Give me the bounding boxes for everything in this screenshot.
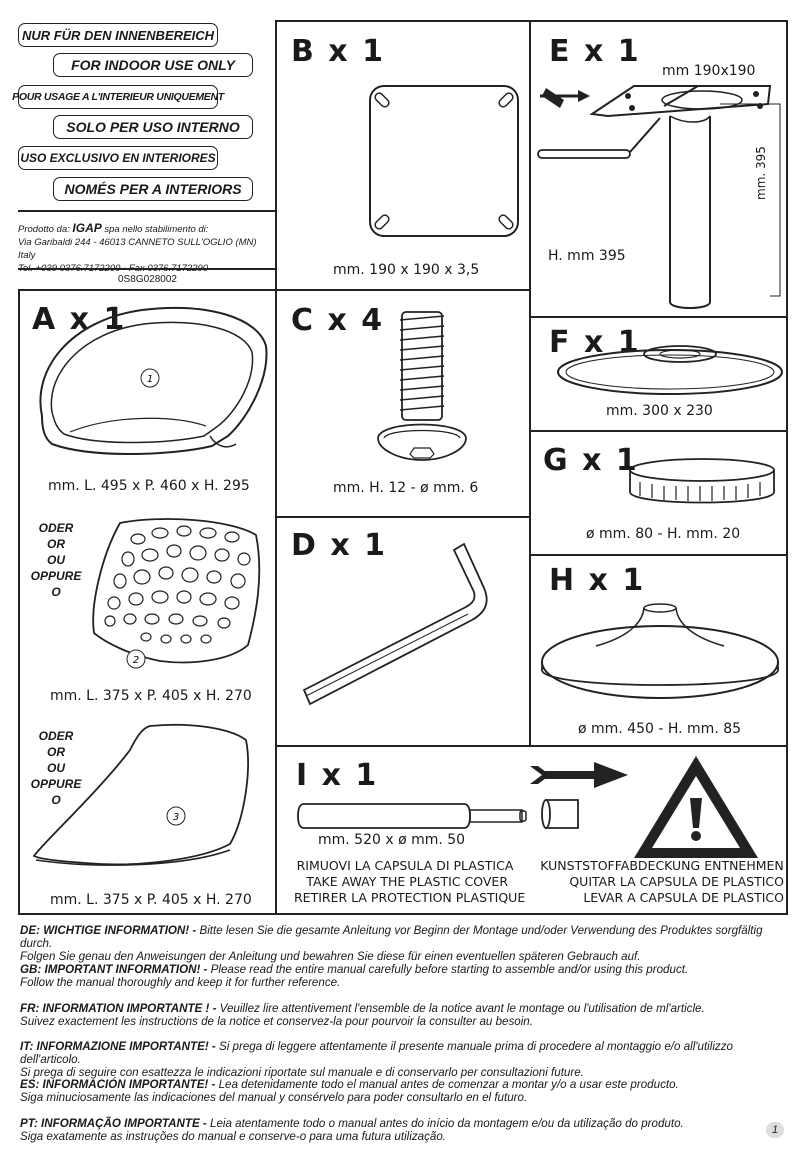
info-gb: GB: IMPORTANT INFORMATION! - Please read the entire manual carefully before starting to assemble and/or using this product. Follow the manual thoroughly and keep it for further reference. <box>20 963 689 989</box>
foot-cap-icon <box>624 456 784 516</box>
producer-line: Prodotto da: IGAP spa nello stabilimento di: <box>18 221 209 235</box>
info-fr: FR: INFORMATION IMPORTANTE ! - Veuillez lire attentivement l'ensemble de la notice avant le montage ou l'utilisation de ml'article. Suivez exactement les instructions de la notice et conservez-la pour pourvoir la consulter au besoin. <box>20 1002 705 1028</box>
divider-b-e <box>529 20 531 746</box>
indoor-pill-de: NUR FÜR DEN INNENBEREICH <box>18 23 218 47</box>
indoor-pill-ca: NOMÉS PER A INTERIORS <box>53 177 253 201</box>
part-a-label: A x 1 <box>32 302 127 337</box>
part-a-dim-3: mm. L. 375 x P. 405 x H. 270 <box>50 892 252 908</box>
divider-g-h <box>529 554 788 556</box>
producer-top-rule <box>18 210 275 212</box>
part-i-label: I x 1 <box>296 758 379 793</box>
seat-post-icon <box>534 80 784 312</box>
indoor-pill-it: SOLO PER USO INTERNO <box>53 115 253 139</box>
part-i-dim: mm. 520 x ø mm. 50 <box>318 832 466 848</box>
info-pt: PT: INFORMAÇÃO IMPORTANTE - Leia atentamente todo o manual antes do início da montagem e/ou da utilização do produto. Siga exatamente as instruções do manual e conserve-o para uma futura utilização. <box>20 1117 684 1143</box>
perforated-seat-icon <box>80 515 266 675</box>
plastic-cap-icon <box>538 796 586 832</box>
solid-seat-icon <box>30 720 270 870</box>
warning-text-right: KUNSTSTOFFABDECKUNG ENTNEHMEN QUITAR LA CAPSULA DE PLASTICO LEVAR A CAPSULA DE PLASTICO <box>540 858 784 905</box>
divider-f-g <box>529 430 788 432</box>
warning-triangle-icon <box>630 752 762 862</box>
part-h-label: H x 1 <box>549 563 646 598</box>
part-d-label: D x 1 <box>291 528 388 563</box>
info-es: ES: INFORMACIÓN IMPORTANTE! - Lea detenidamente todo el manual antes de comenzar a montar y/o a usar este producto. Siga minuciosamente las indicaciones del manual y consérvelo para poder consultarlo en el futuro. <box>20 1078 679 1104</box>
divider-h-i <box>275 745 788 747</box>
gas-lift-icon <box>298 798 530 834</box>
arrow-right-icon <box>528 760 630 790</box>
indoor-pill-fr: POUR USAGE A L'INTERIEUR UNIQUEMENT <box>18 85 218 109</box>
producer-address: Via Garibaldi 244 - 46013 CANNETO SULL'OGLIO (MN) Italy <box>18 237 257 261</box>
part-b-dim: mm. 190 x 190 x 3,5 <box>333 262 480 278</box>
seat-shell-icon <box>30 298 270 470</box>
indoor-pill-es: USO EXCLUSIVO EN INTERIORES <box>18 146 218 170</box>
divider-c-d <box>275 516 531 518</box>
part-c-dim: mm. H. 12 - ø mm. 6 <box>333 480 479 496</box>
part-f-label: F x 1 <box>549 325 641 360</box>
part-e-top-dim: mm 190x190 <box>662 63 756 79</box>
allen-key-icon <box>294 540 500 708</box>
part-e-label: E x 1 <box>549 34 641 69</box>
part-h-dim: ø mm. 450 - H. mm. 85 <box>578 721 742 737</box>
part-g-label: G x 1 <box>543 443 639 478</box>
divider-b-c <box>275 289 531 291</box>
part-a-dim-1: mm. L. 495 x P. 460 x H. 295 <box>48 478 250 494</box>
part-f-dim: mm. 300 x 230 <box>606 403 713 419</box>
part-b-label: B x 1 <box>291 34 385 69</box>
part-e-height: H. mm 395 <box>548 248 626 264</box>
indoor-pill-en: FOR INDOOR USE ONLY <box>53 53 253 77</box>
product-code: 0S8G028002 <box>118 274 177 285</box>
or-label-1: ODER OR OU OPPURE O <box>30 521 82 599</box>
base-disc-icon <box>538 600 782 706</box>
divider-e-f <box>529 316 788 318</box>
info-it: IT: INFORMAZIONE IMPORTANTE! - Si prega di leggere attentamente il presente manuale prima di procedere al montaggio e/o all'utilizzo dell'articolo. Si prega di seguire con esattezza le indicazioni riportate sul manuale e di conservarlo per consultazioni future. <box>20 1040 733 1079</box>
page-number: 1 <box>766 1122 784 1138</box>
part-e-side-dim: mm. 395 <box>754 146 768 200</box>
option-2-badge: 2 <box>132 655 140 666</box>
screw-icon <box>374 308 470 468</box>
producer-bottom-rule <box>18 268 275 270</box>
option-1-badge: 1 <box>146 374 154 385</box>
info-de: DE: WICHTIGE INFORMATION! - Bitte lesen Sie die gesamte Anleitung vor Beginn der Montage und/oder Verwendung des Produktes sorgfältig durch. Folgen Sie genau den Anweisungen der Anleitung und bewahren Sie diese für einen eventuellen späteren Gebrauch auf. <box>20 924 763 963</box>
mounting-plate-icon <box>366 82 524 242</box>
part-g-dim: ø mm. 80 - H. mm. 20 <box>586 526 741 542</box>
part-a-dim-2: mm. L. 375 x P. 405 x H. 270 <box>50 688 252 704</box>
warning-text-left: RIMUOVI LA CAPSULA DI PLASTICA TAKE AWAY THE PLASTIC COVER RETIRER LA PROTECTION PLASTIQUE <box>294 858 526 905</box>
or-label-2: ODER OR OU OPPURE O <box>30 729 82 807</box>
part-c-label: C x 4 <box>291 303 385 338</box>
option-3-badge: 3 <box>172 812 180 823</box>
cover-ring-icon <box>552 340 788 398</box>
